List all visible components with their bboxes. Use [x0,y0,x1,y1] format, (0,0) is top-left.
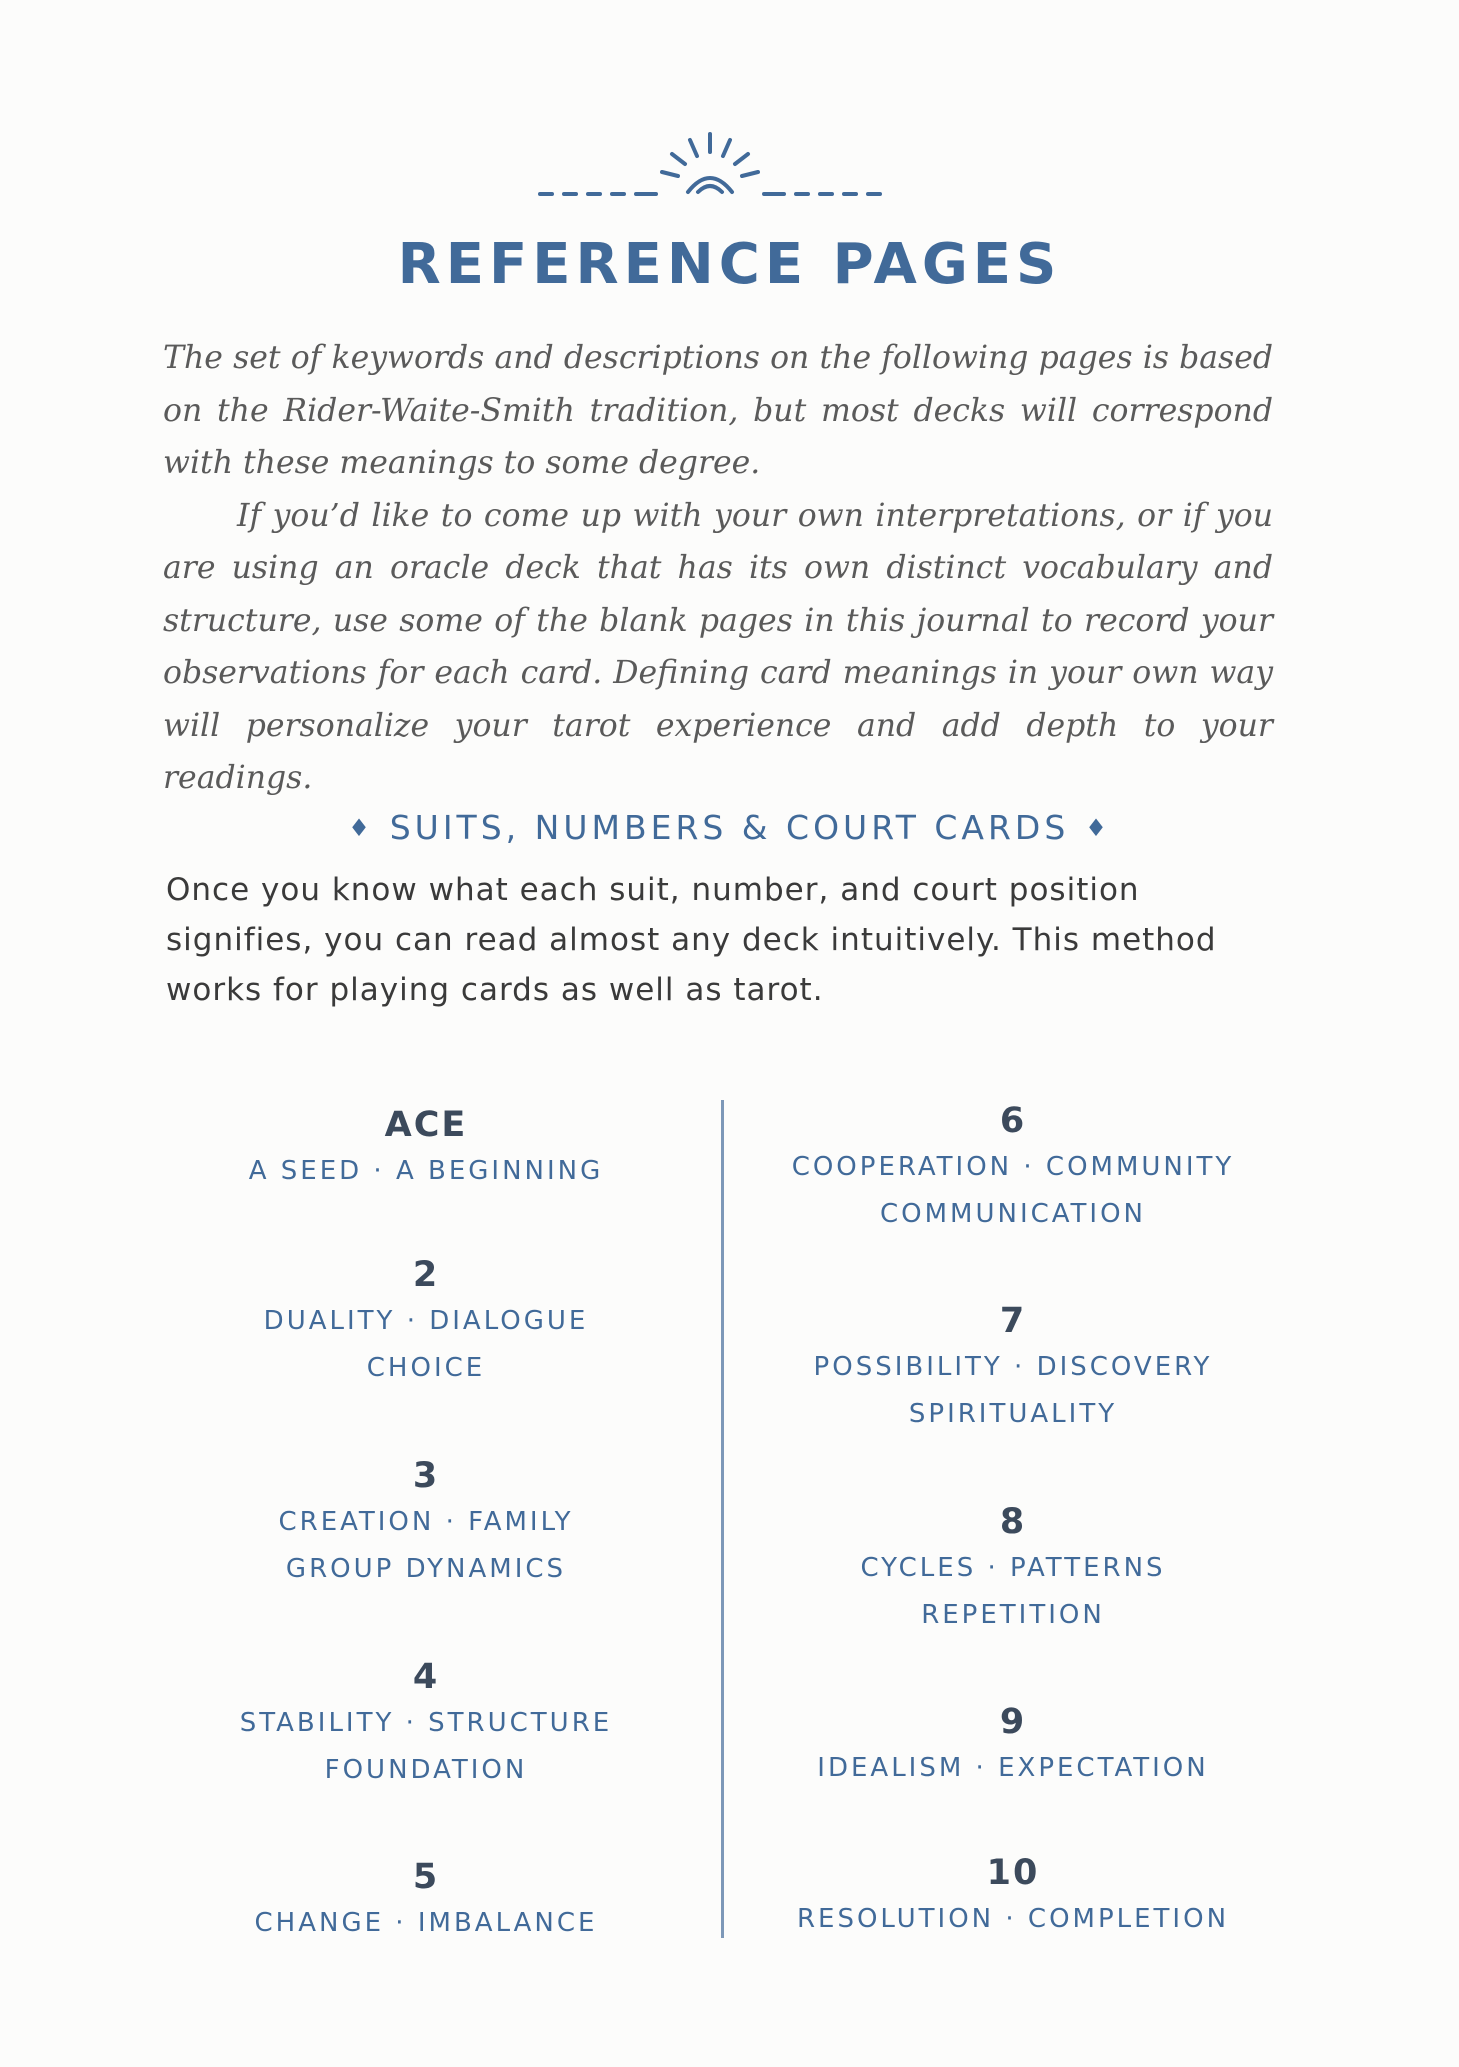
entry-9 [733,1700,1293,1791]
entry-keywords-line: CHOICE [366,1353,486,1383]
entry-keywords-line: SPIRITUALITY [908,1399,1118,1429]
entry-keywords-line: REPETITION [921,1600,1105,1630]
entry-keywords-line: DUALITY · DIALOGUE [263,1306,589,1336]
entry-keywords-line: FOUNDATION [324,1755,528,1785]
entry-keywords-line: GROUP DYNAMICS [285,1554,567,1584]
entry-keywords-line: COMMUNICATION [879,1199,1147,1229]
entry-number: 10 [986,1853,1040,1893]
entry-number: 6 [999,1101,1027,1141]
entry-8 [733,1500,1293,1638]
sunrise-icon [538,128,883,208]
entry-4 [146,1655,706,1793]
section-body: Once you know what each suit, number, and court position signifies, you can read almost any deck intuitively. This method works for playing cards as well as tarot. [166,872,1217,1008]
entry-keywords-line: CHANGE · IMBALANCE [254,1908,598,1938]
section-heading-label: SUITS, NUMBERS & COURT CARDS [389,808,1070,847]
entry-keywords-line: COOPERATION · COMMUNITY [791,1152,1235,1182]
entry-keywords-line: RESOLUTION · COMPLETION [796,1904,1230,1934]
entry-number: 5 [412,1857,440,1897]
entry-6 [733,1099,1293,1237]
intro-text [163,332,1273,805]
entry-number: 3 [412,1456,440,1496]
entry-10 [733,1851,1293,1942]
column-divider [721,1100,724,1938]
entry-number: 9 [999,1702,1027,1742]
entry-7 [733,1299,1293,1437]
entry-ace [146,1103,706,1194]
entry-keywords-line: POSSIBILITY · DISCOVERY [813,1352,1213,1382]
diamond-icon: ♦ [348,814,374,842]
section-heading [0,808,1459,847]
entry-keywords-line: STABILITY · STRUCTURE [239,1708,613,1738]
entry-keywords-line: CREATION · FAMILY [278,1507,574,1537]
intro-paragraph-2: If you’d like to come up with your own interpretations, or if you are using an oracle deck that has its own distinct vocabulary and structure, use some of the blank pages in this journal to record your observations for each card. Defining card meanings in your own way will personalize your tarot experience and add depth to your readings. [163,497,1273,796]
entry-number: 8 [999,1502,1027,1542]
entry-keywords-line: A SEED · A BEGINNING [248,1156,604,1186]
entry-keywords-line: CYCLES · PATTERNS [860,1553,1166,1583]
entry-number: 2 [412,1255,440,1295]
intro-paragraph-1: The set of keywords and descriptions on the following pages is based on the Rider-Waite-Smith tradition, but most decks will correspond with these meanings to some degree. [163,340,1273,481]
entry-3 [146,1454,706,1592]
entry-2 [146,1253,706,1391]
entry-5 [146,1855,706,1946]
entry-keywords-line: IDEALISM · EXPECTATION [817,1753,1209,1783]
entry-number: 7 [999,1301,1027,1341]
entry-number: 4 [412,1657,440,1697]
diamond-icon: ♦ [1085,814,1111,842]
entry-number: ACE [384,1105,468,1145]
page-title: REFERENCE PAGES [397,232,1062,297]
